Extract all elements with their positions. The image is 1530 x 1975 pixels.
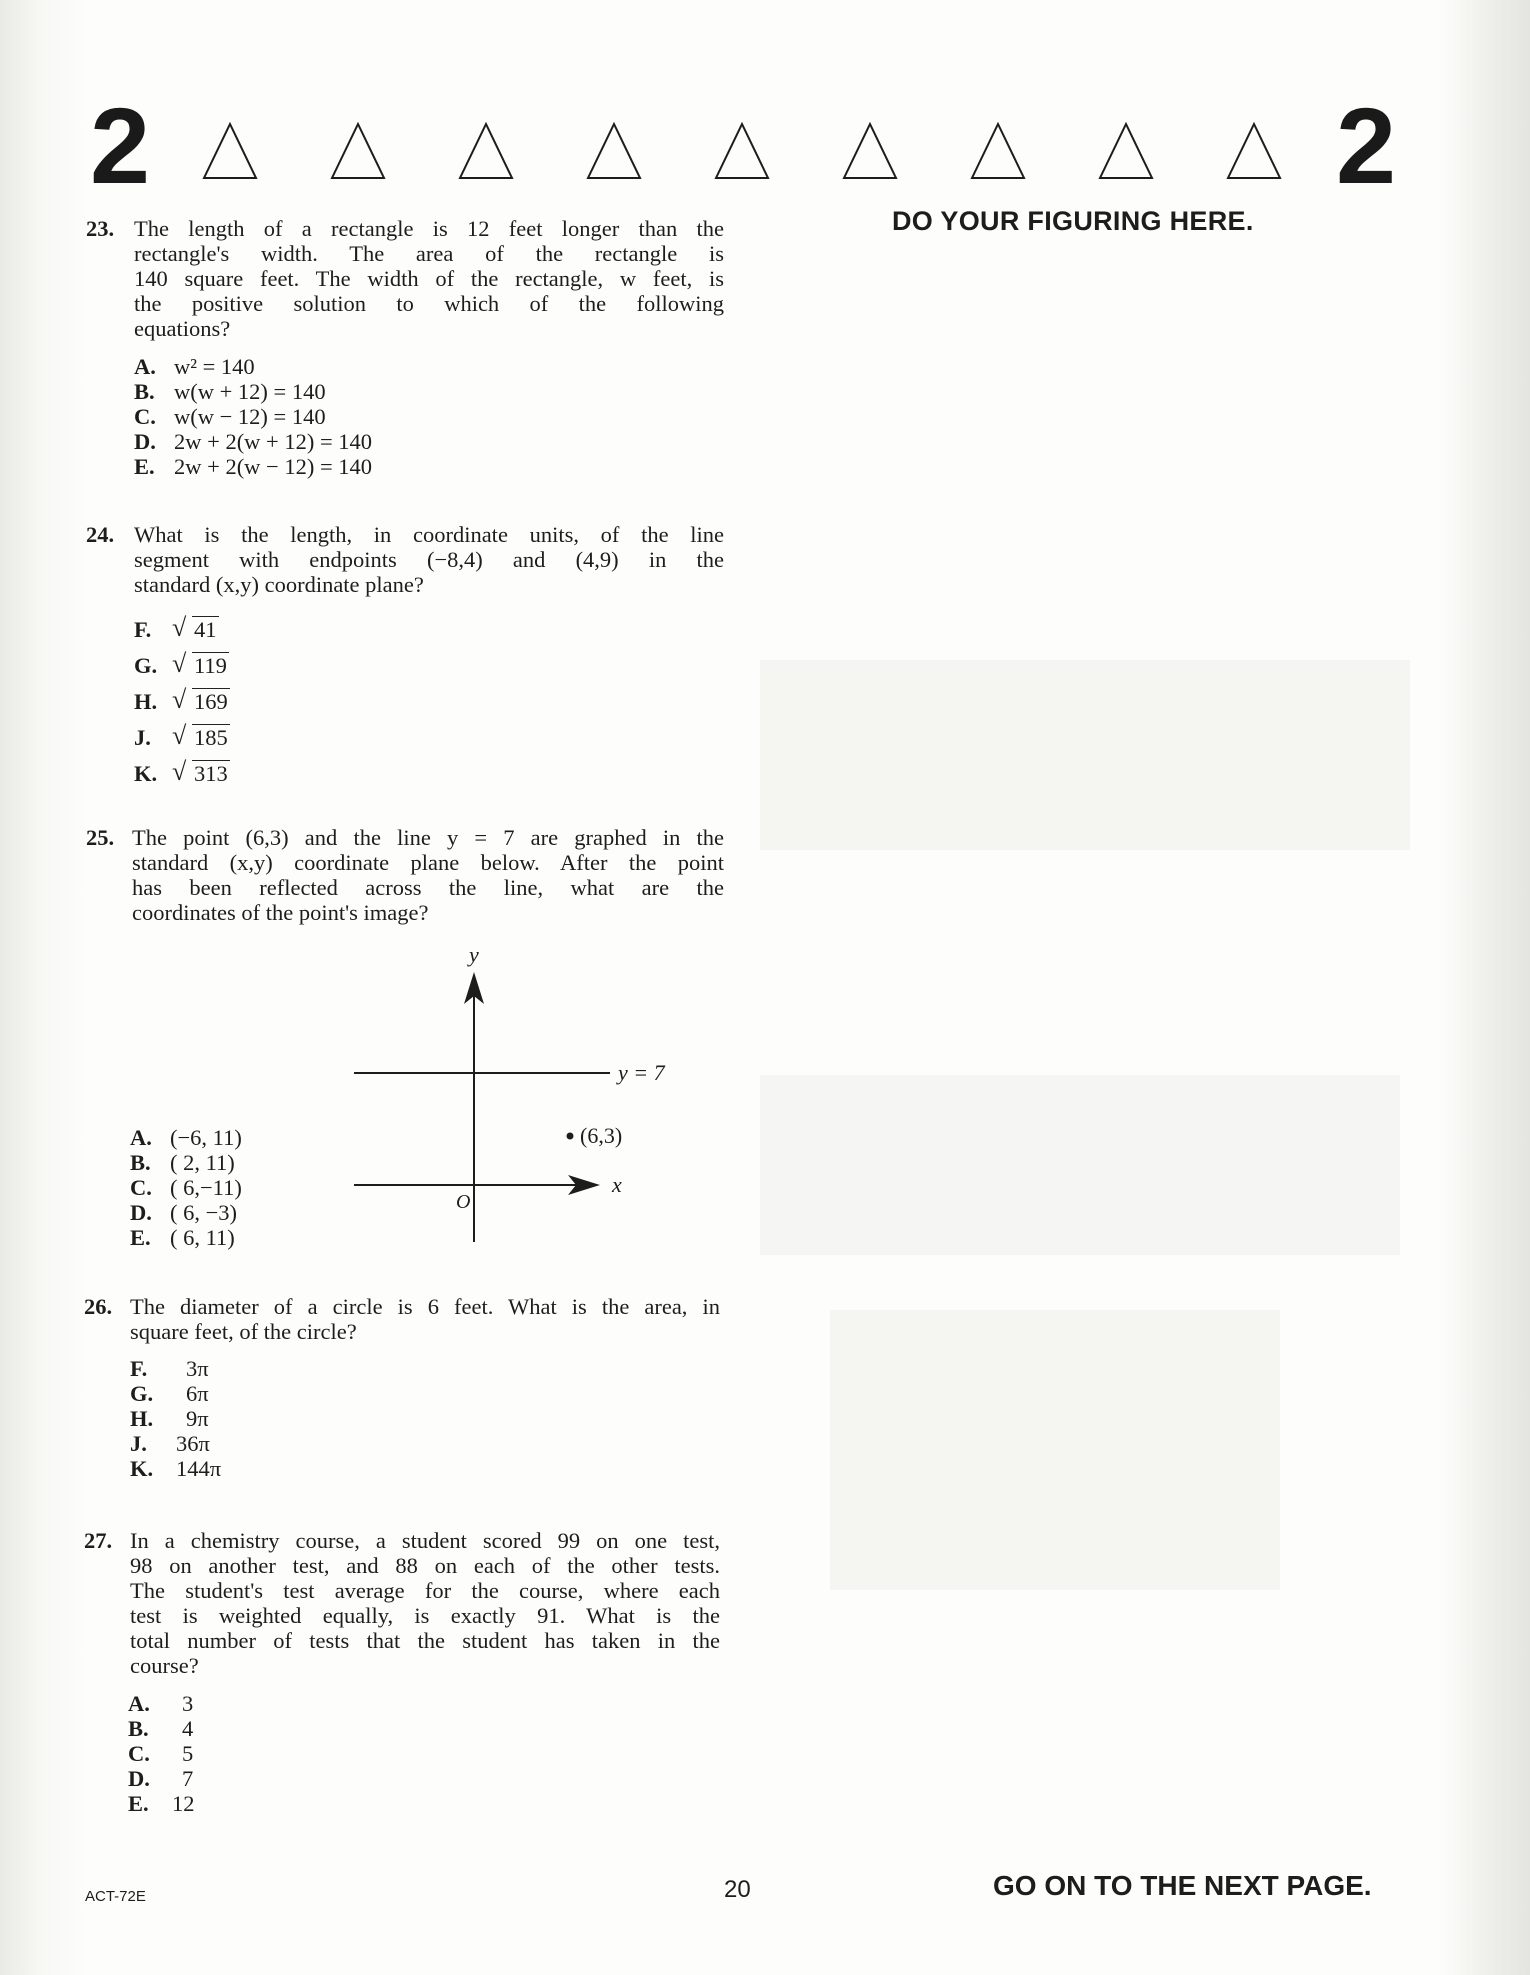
x-axis-label: x — [612, 1172, 622, 1197]
choice-text: 313 — [194, 761, 228, 786]
figuring-label: DO YOUR FIGURING HERE. — [892, 206, 1254, 236]
section-number-right: 2 — [1336, 85, 1397, 206]
choice-letter: B. — [128, 1716, 149, 1741]
answer-choice-g[interactable] — [130, 1381, 209, 1406]
answer-choice-a[interactable] — [128, 1691, 193, 1716]
stem-line: The diameter of a circle is 6 feet. What is the area, in — [130, 1294, 720, 1319]
bleed-through-text — [760, 1075, 1400, 1255]
stem-line: has been reflected across the line, what are the — [132, 875, 724, 900]
answer-choice-e[interactable] — [130, 1225, 235, 1250]
square-root-icon: √ — [172, 613, 187, 642]
choice-letter: G. — [134, 653, 158, 678]
stem-line: the positive solution to which of the following — [134, 291, 724, 316]
answer-choice-f[interactable] — [130, 1356, 209, 1381]
stem-line: standard (x,y) coordinate plane? — [134, 572, 424, 597]
form-code: ACT-72E — [85, 1888, 146, 1905]
answer-choice-h[interactable] — [134, 685, 230, 714]
choice-letter: E. — [130, 1225, 151, 1250]
choice-text: w(w + 12) = 140 — [174, 379, 326, 404]
choice-text: ( 6, 11) — [170, 1225, 235, 1250]
question-stem — [130, 1294, 720, 1344]
question-stem — [134, 216, 724, 341]
stem-line: total number of tests that the student has taken in the — [130, 1628, 720, 1653]
choice-text: ( 6,−11) — [170, 1175, 242, 1200]
answer-choice-d[interactable] — [134, 429, 372, 454]
answer-choice-d[interactable] — [130, 1200, 237, 1225]
choice-letter: E. — [128, 1791, 149, 1816]
choice-text: ( 6, −3) — [170, 1200, 238, 1225]
stem-line: What is the length, in coordinate units, of the line — [134, 522, 724, 547]
y-axis-label: y — [469, 942, 479, 967]
square-root-icon: √ — [172, 721, 187, 750]
choice-letter: H. — [134, 689, 158, 714]
choice-letter: B. — [130, 1150, 151, 1175]
choice-letter: C. — [128, 1741, 150, 1766]
answer-choice-a[interactable] — [134, 354, 255, 379]
answer-choice-k[interactable] — [130, 1456, 221, 1481]
answer-choice-c[interactable] — [134, 404, 326, 429]
choice-text: 9π — [186, 1406, 209, 1431]
bleed-through-text — [760, 660, 1410, 850]
answer-choice-d[interactable] — [128, 1766, 193, 1791]
choice-letter: G. — [130, 1381, 154, 1406]
choice-letter: D. — [134, 429, 156, 454]
question-stem — [134, 522, 724, 597]
square-root-icon: √ — [172, 685, 187, 714]
question-number: 24. — [86, 522, 115, 547]
stem-line: test is weighted equally, is exactly 91. What is the — [130, 1603, 720, 1628]
stem-line: equations? — [134, 316, 231, 341]
choice-text: 2w + 2(w − 12) = 140 — [174, 454, 373, 479]
radical — [172, 721, 230, 750]
answer-choice-e[interactable] — [134, 454, 372, 479]
choice-text: 6π — [186, 1381, 209, 1406]
radical — [172, 649, 229, 678]
choice-text: 3 — [182, 1691, 194, 1716]
bleed-through-chart — [830, 1310, 1280, 1590]
question-stem — [132, 825, 724, 925]
answer-choice-j[interactable] — [134, 721, 230, 750]
choice-text: 12 — [172, 1791, 195, 1816]
choice-letter: K. — [130, 1456, 154, 1481]
answer-choice-c[interactable] — [128, 1741, 193, 1766]
choice-letter: K. — [134, 761, 158, 786]
choice-text: ( 2, 11) — [170, 1150, 235, 1175]
stem-line: rectangle's width. The area of the rectangle is — [134, 241, 724, 266]
choice-letter: D. — [128, 1766, 150, 1791]
stem-line: course? — [130, 1653, 199, 1678]
choice-letter: A. — [128, 1691, 150, 1716]
choice-letter: D. — [130, 1200, 152, 1225]
line-label: y = 7 — [618, 1060, 665, 1085]
stem-line: standard (x,y) coordinate plane below. After the point — [132, 850, 724, 875]
choice-letter: C. — [130, 1175, 152, 1200]
page-number: 20 — [724, 1876, 751, 1903]
answer-choice-b[interactable] — [130, 1150, 235, 1175]
radical — [172, 613, 219, 642]
choice-letter: E. — [134, 454, 155, 479]
answer-choice-b[interactable] — [134, 379, 326, 404]
square-root-icon: √ — [172, 649, 187, 678]
answer-choice-k[interactable] — [134, 757, 230, 786]
question-number: 26. — [84, 1294, 113, 1319]
stem-line: segment with endpoints (−8,4) and (4,9) in the — [134, 547, 724, 572]
answer-choice-c[interactable] — [130, 1175, 242, 1200]
stem-line: The student's test average for the course, where each — [130, 1578, 720, 1603]
choice-text: 7 — [182, 1766, 194, 1791]
coordinate-graph — [350, 940, 670, 1250]
question-number: 27. — [84, 1528, 113, 1553]
choice-text: (−6, 11) — [170, 1125, 242, 1150]
choice-text: 36π — [176, 1431, 210, 1456]
choice-text: 144π — [176, 1456, 222, 1481]
choice-letter: J. — [134, 725, 151, 750]
choice-letter: F. — [134, 617, 152, 642]
choice-letter: H. — [130, 1406, 154, 1431]
choice-text: 169 — [194, 689, 228, 714]
next-page-notice: GO ON TO THE NEXT PAGE. — [993, 1870, 1372, 1901]
answer-choice-b[interactable] — [128, 1716, 193, 1741]
radical — [172, 685, 230, 714]
choice-text: 4 — [182, 1716, 194, 1741]
triangle-icon — [200, 120, 1340, 182]
choice-text: w² = 140 — [174, 354, 255, 379]
choice-text: 5 — [182, 1741, 194, 1766]
choice-letter: B. — [134, 379, 155, 404]
question-number: 25. — [86, 825, 115, 850]
answer-choice-a[interactable] — [130, 1125, 242, 1150]
stem-line: The length of a rectangle is 12 feet longer than the — [134, 216, 724, 241]
square-root-icon: √ — [172, 757, 187, 786]
question-stem — [130, 1528, 720, 1678]
stem-line: The point (6,3) and the line y = 7 are graphed in the — [132, 825, 724, 850]
stem-line: coordinates of the point's image? — [132, 900, 429, 925]
choice-text: 185 — [194, 725, 228, 750]
answer-choice-e[interactable] — [128, 1791, 195, 1816]
point-6-3 — [567, 1133, 574, 1140]
question-number: 23. — [86, 216, 115, 241]
choice-text: 119 — [194, 653, 227, 678]
choice-letter: F. — [130, 1356, 148, 1381]
choice-text: 3π — [186, 1356, 209, 1381]
choice-letter: A. — [130, 1125, 152, 1150]
choice-letter: C. — [134, 404, 156, 429]
choice-letter: J. — [130, 1431, 147, 1456]
origin-label: O — [456, 1191, 471, 1213]
answer-choice-g[interactable] — [134, 649, 229, 678]
radical — [172, 757, 230, 786]
answer-choice-j[interactable] — [130, 1431, 210, 1456]
answer-choice-f[interactable] — [134, 613, 219, 642]
choice-text: 2w + 2(w + 12) = 140 — [174, 429, 373, 454]
point-label: (6,3) — [580, 1123, 623, 1148]
stem-line: square feet, of the circle? — [130, 1319, 357, 1344]
section-number-left: 2 — [90, 85, 151, 206]
choice-letter: A. — [134, 354, 156, 379]
stem-line: In a chemistry course, a student scored 99 on one test, — [130, 1528, 720, 1553]
stem-line: 98 on another test, and 88 on each of the other tests. — [130, 1553, 720, 1578]
answer-choice-h[interactable] — [130, 1406, 209, 1431]
choice-text: w(w − 12) = 140 — [174, 404, 326, 429]
stem-line: 140 square feet. The width of the rectangle, w feet, is — [134, 266, 724, 291]
choice-text: 41 — [194, 617, 217, 642]
